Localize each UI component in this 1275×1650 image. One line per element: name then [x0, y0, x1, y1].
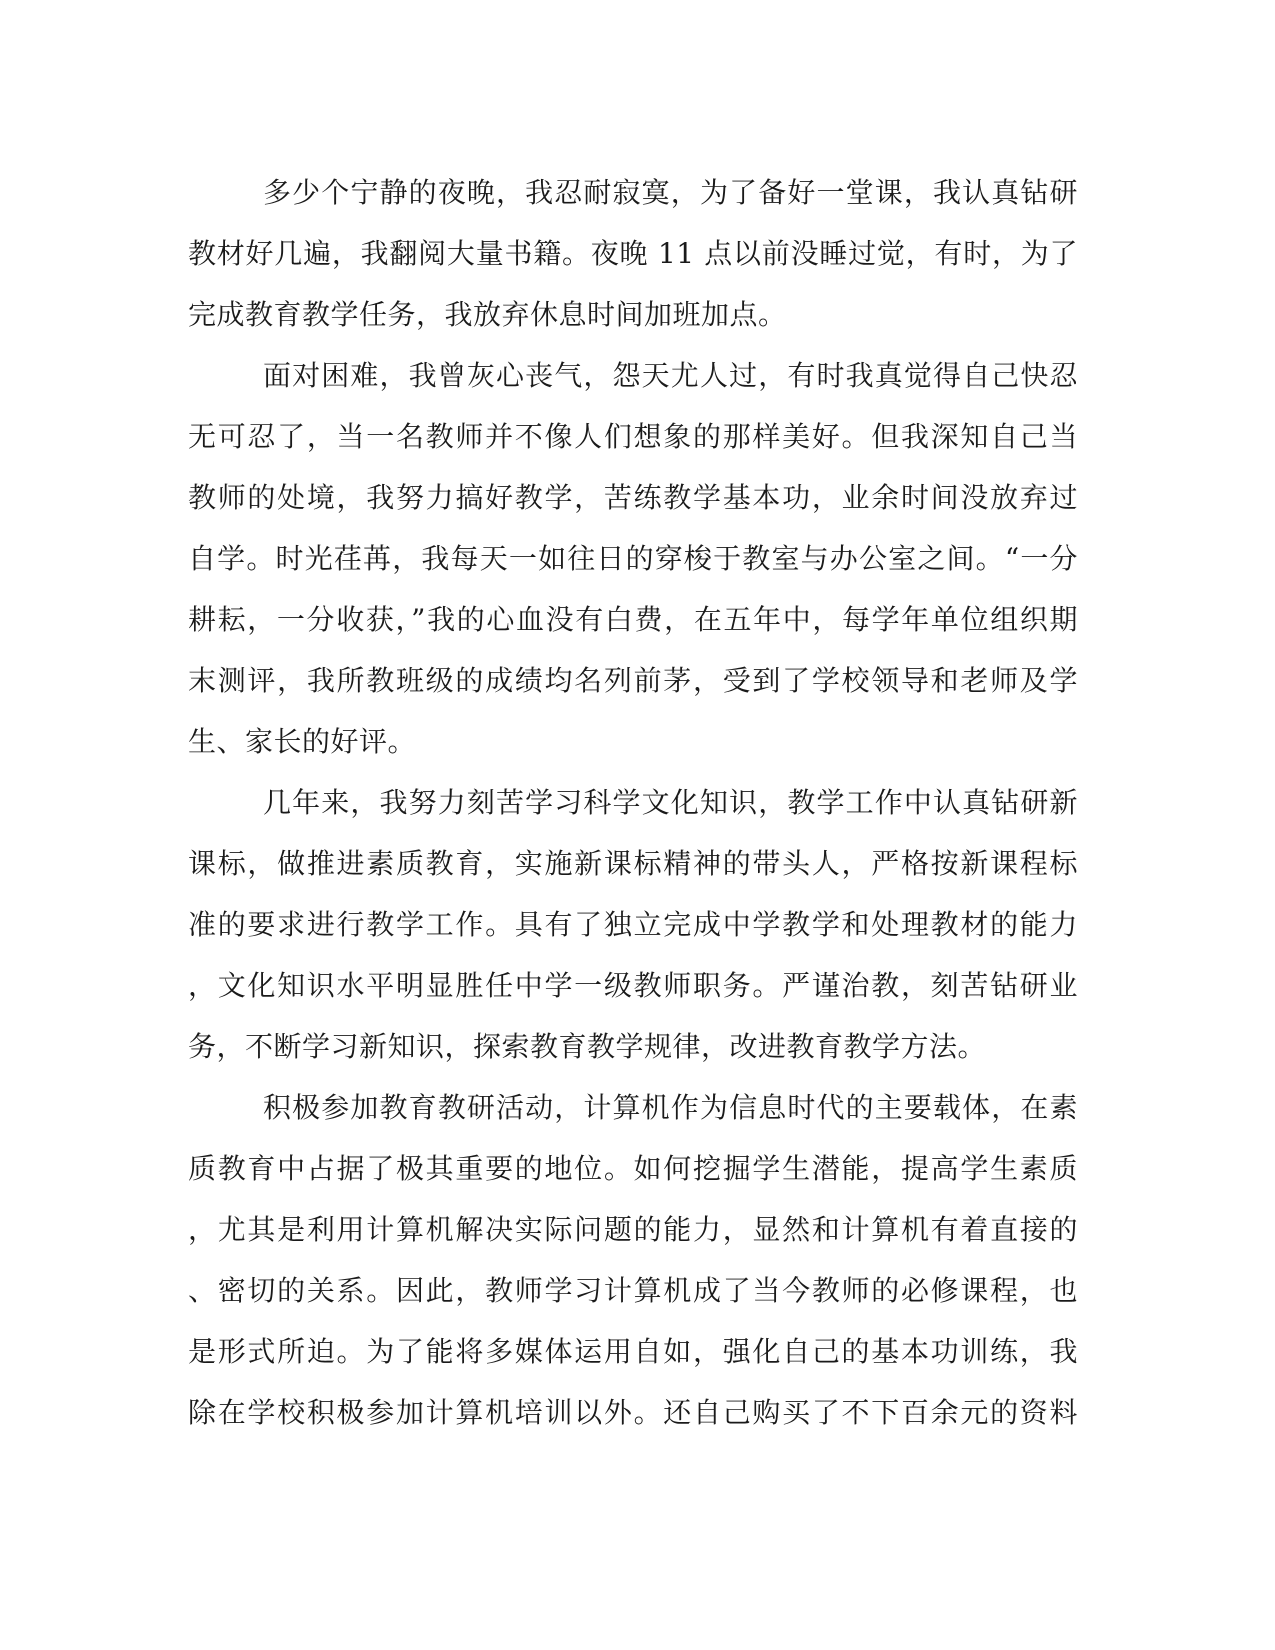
paragraph-2-line-5: 耕耘，一分收获，”我的心血没有白费，在五年中，每学年单位组织期: [188, 603, 1078, 636]
paragraph-2-line-7: 生、家长的好评。: [188, 725, 417, 758]
paragraph-4-line-4: 、密切的关系。因此，教师学习计算机成了当今教师的必修课程，也: [188, 1274, 1078, 1307]
paragraph-4-line-1: 积极参加教育教研活动，计算机作为信息时代的主要载体，在素: [263, 1091, 1078, 1124]
paragraph-2-line-3: 教师的处境，我努力搞好教学，苦练教学基本功，业余时间没放弃过: [188, 481, 1078, 514]
paragraph-3-line-5: 务，不断学习新知识，探索教育教学规律，改进教育教学方法。: [188, 1030, 987, 1063]
paragraph-1-line-2: 教材好几遍，我翻阅大量书籍。夜晚 11 点以前没睡过觉，有时，为了: [188, 237, 1078, 270]
paragraph-3-line-2: 课标，做推进素质教育，实施新课标精神的带头人，严格按新课程标: [188, 847, 1078, 880]
paragraph-3-line-4: ，文化知识水平明显胜任中学一级教师职务。严谨治教，刻苦钻研业: [188, 969, 1078, 1002]
body-text: [188, 162, 1078, 1443]
paragraph-3-line-1: 几年来，我努力刻苦学习科学文化知识，教学工作中认真钻研新: [263, 786, 1078, 819]
paragraph-2-line-1: 面对困难，我曾灰心丧气，怨天尤人过，有时我真觉得自己快忍: [263, 359, 1078, 392]
paragraph-4-line-6: 除在学校积极参加计算机培训以外。还自己购买了不下百余元的资料: [188, 1396, 1078, 1429]
paragraph-2-line-6: 末测评，我所教班级的成绩均名列前茅，受到了学校领导和老师及学: [188, 664, 1078, 697]
paragraph-1-line-1: 多少个宁静的夜晚，我忍耐寂寞，为了备好一堂课，我认真钻研: [263, 176, 1078, 209]
paragraph-1-line-3: 完成教育教学任务，我放弃休息时间加班加点。: [188, 298, 787, 331]
paragraph-4-line-2: 质教育中占据了极其重要的地位。如何挖掘学生潜能，提高学生素质: [188, 1152, 1078, 1185]
paragraph-3-line-3: 准的要求进行教学工作。具有了独立完成中学教学和处理教材的能力: [188, 908, 1078, 941]
paragraph-4-line-3: ，尤其是利用计算机解决实际问题的能力，显然和计算机有着直接的: [188, 1213, 1078, 1246]
paragraph-2-line-4: 自学。时光荏苒，我每天一如往日的穿梭于教室与办公室之间。“一分: [188, 542, 1078, 575]
paragraph-4-line-5: 是形式所迫。为了能将多媒体运用自如，强化自己的基本功训练，我: [188, 1335, 1078, 1368]
paragraph-2-line-2: 无可忍了，当一名教师并不像人们想象的那样美好。但我深知自己当: [188, 420, 1078, 453]
